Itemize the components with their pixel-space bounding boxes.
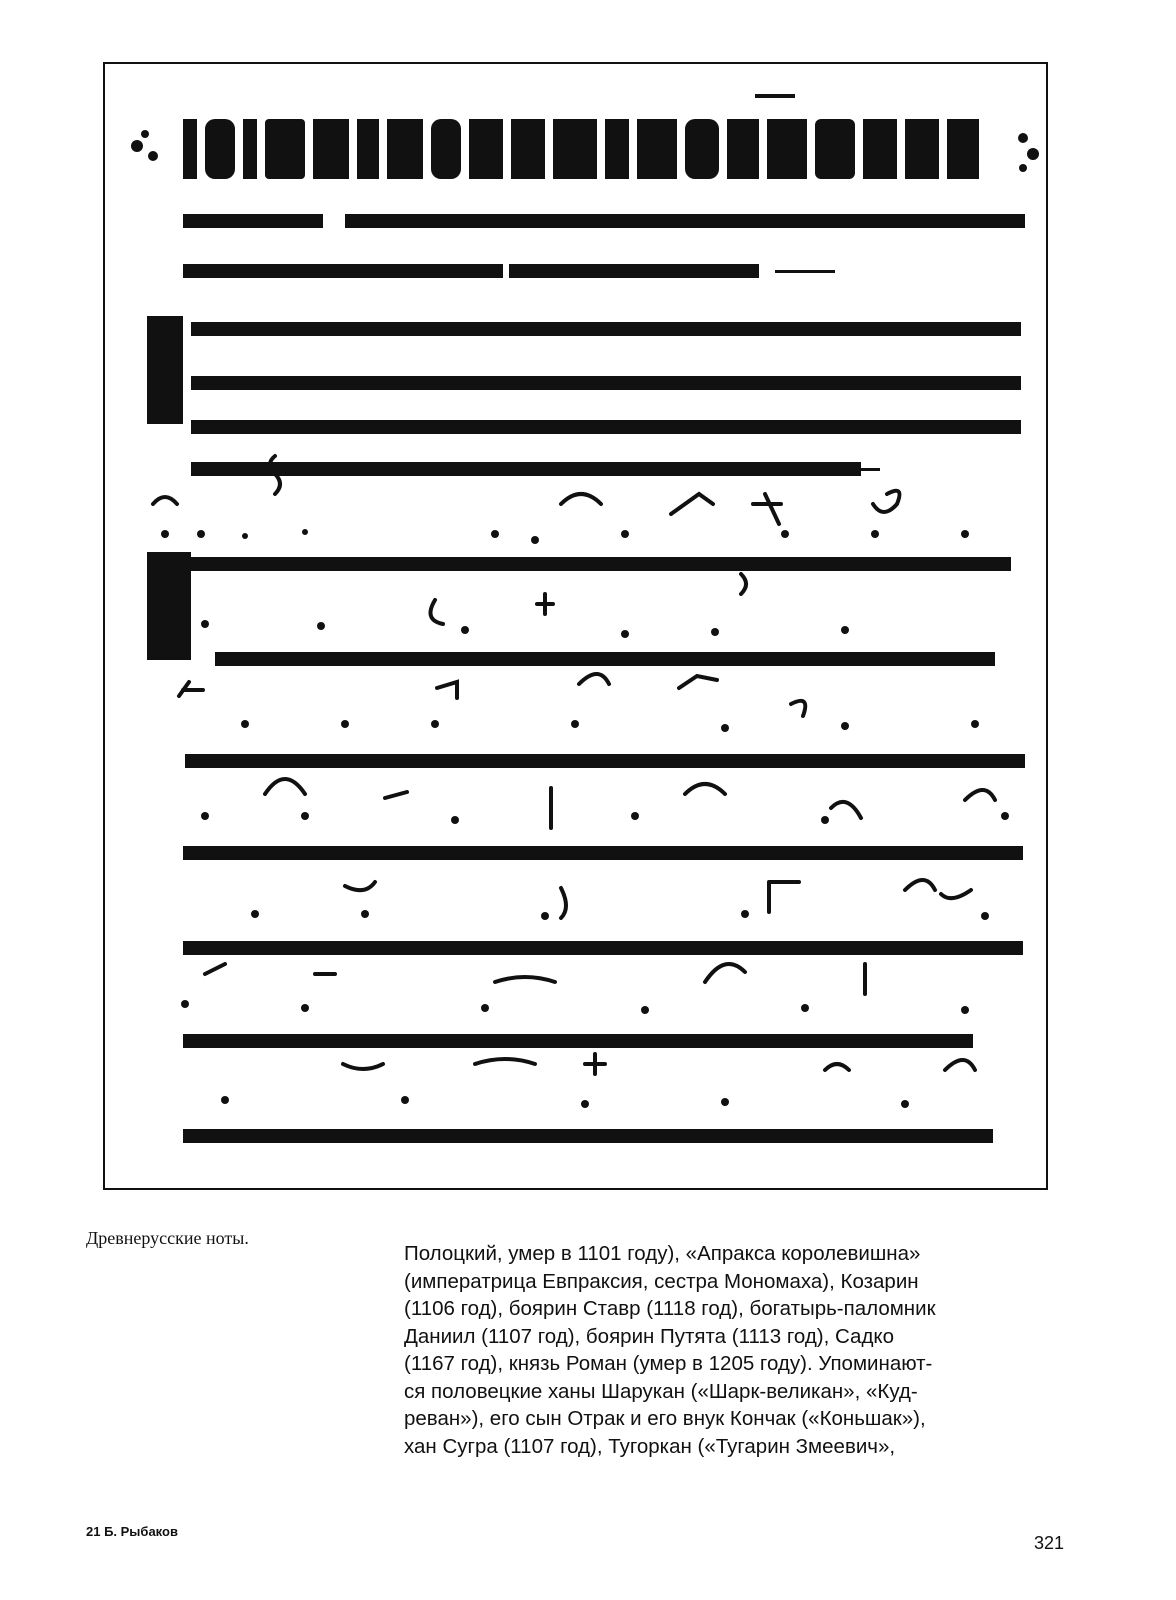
manuscript-image <box>105 64 1050 1192</box>
figure-caption: Древнерусские ноты. <box>86 1228 249 1248</box>
manuscript-figure <box>103 62 1048 1190</box>
body-line: Полоцкий, умер в 1101 году), «Апракса королевишна» <box>404 1242 921 1265</box>
body-line: (императрица Евпраксия, сестра Мономаха), Козарин <box>404 1269 919 1293</box>
footer-signature: 21 Б. Рыбаков <box>86 1524 178 1539</box>
body-line: реван»), его сын Отрак и его внук Кончак («Коньшак»), <box>404 1407 926 1430</box>
body-line: Даниил (1107 год), боярин Путята (1113 год), Садко <box>404 1324 895 1348</box>
body-text <box>404 1240 1064 1460</box>
body-line: хан Сугра (1107 год), Тугоркан («Тугарин Змеевич», <box>404 1434 896 1458</box>
body-line: (1106 год), боярин Ставр (1118 год), богатырь-паломник <box>404 1297 936 1320</box>
body-line: ся половецкие ханы Шарукан («Шарк-великан», «Куд- <box>404 1379 918 1403</box>
page-number: 321 <box>1033 1533 1064 1553</box>
body-line: (1167 год), князь Роман (умер в 1205 году). Упоминают- <box>404 1352 933 1375</box>
